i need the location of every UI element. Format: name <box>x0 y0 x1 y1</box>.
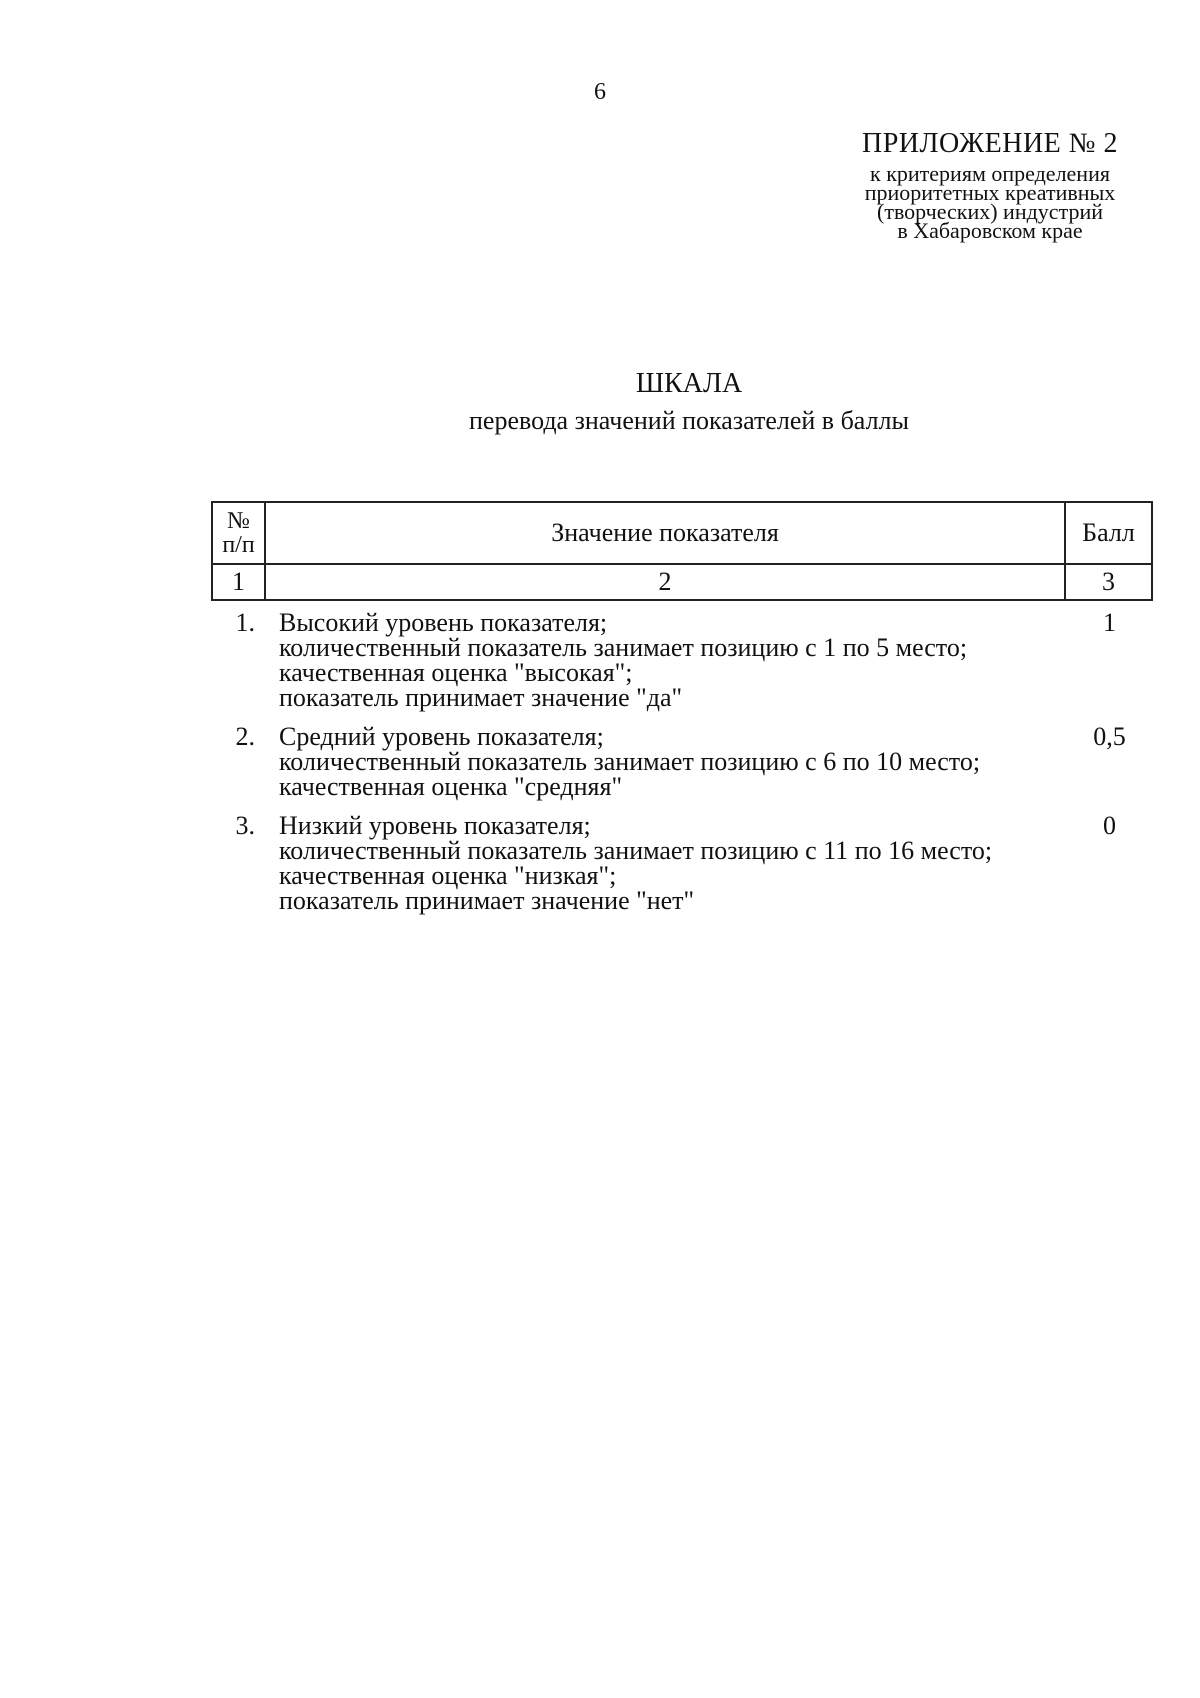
appendix-line: к критериям определения <box>870 161 1110 186</box>
scale-rows <box>211 608 1153 925</box>
row-score: 1 <box>1103 608 1116 637</box>
header-number-abbrev: п/п <box>222 532 255 558</box>
header-cell-number <box>212 502 265 564</box>
row-description <box>279 722 1079 799</box>
appendix-title: ПРИЛОЖЕНИЕ № 2 <box>862 128 1118 159</box>
row-number: 2. <box>235 722 255 751</box>
column-number-cell: 1 <box>212 564 265 600</box>
row-number: 1. <box>235 608 255 637</box>
column-number-cell: 2 <box>265 564 1065 600</box>
table-row <box>211 811 1153 913</box>
table-header-row <box>212 502 1152 564</box>
column-number-cell: 3 <box>1065 564 1152 600</box>
row-line: показатель принимает значение "нет" <box>279 886 695 915</box>
table-row <box>211 722 1153 799</box>
header-cell-value: Значение показателя <box>265 502 1065 564</box>
row-line: Низкий уровень показателя; <box>279 811 591 840</box>
row-line: количественный показатель занимает позицию с 11 по 16 место; <box>279 836 993 865</box>
row-line: показатель принимает значение "да" <box>279 683 683 712</box>
header-number-sign: № <box>227 508 250 534</box>
appendix-block <box>830 128 1150 243</box>
scale-table-header <box>211 501 1153 601</box>
document-subtitle: перевода значений показателей в баллы <box>468 406 909 435</box>
appendix-subtitle <box>830 161 1150 243</box>
table-column-numbers-row <box>212 564 1152 600</box>
row-line: количественный показатель занимает позицию с 6 по 10 место; <box>279 747 981 776</box>
row-line: Средний уровень показателя; <box>279 722 604 751</box>
table-row <box>211 608 1153 710</box>
row-line: Высокий уровень показателя; <box>279 608 608 637</box>
row-line: качественная оценка "низкая"; <box>279 861 617 890</box>
appendix-line: приоритетных креативных <box>864 180 1116 205</box>
page-number: 6 <box>594 79 606 105</box>
appendix-line: (творческих) индустрий <box>877 199 1103 224</box>
header-cell-score: Балл <box>1065 502 1152 564</box>
row-score: 0 <box>1103 811 1116 840</box>
row-description <box>279 811 1079 913</box>
row-description <box>279 608 1079 710</box>
appendix-line: в Хабаровском крае <box>897 218 1083 243</box>
row-score: 0,5 <box>1093 722 1126 751</box>
row-line: качественная оценка "средняя" <box>279 772 623 801</box>
row-line: количественный показатель занимает позицию с 1 по 5 место; <box>279 633 968 662</box>
document-title: ШКАЛА <box>635 368 743 399</box>
row-line: качественная оценка "высокая"; <box>279 658 633 687</box>
row-number: 3. <box>235 811 255 840</box>
